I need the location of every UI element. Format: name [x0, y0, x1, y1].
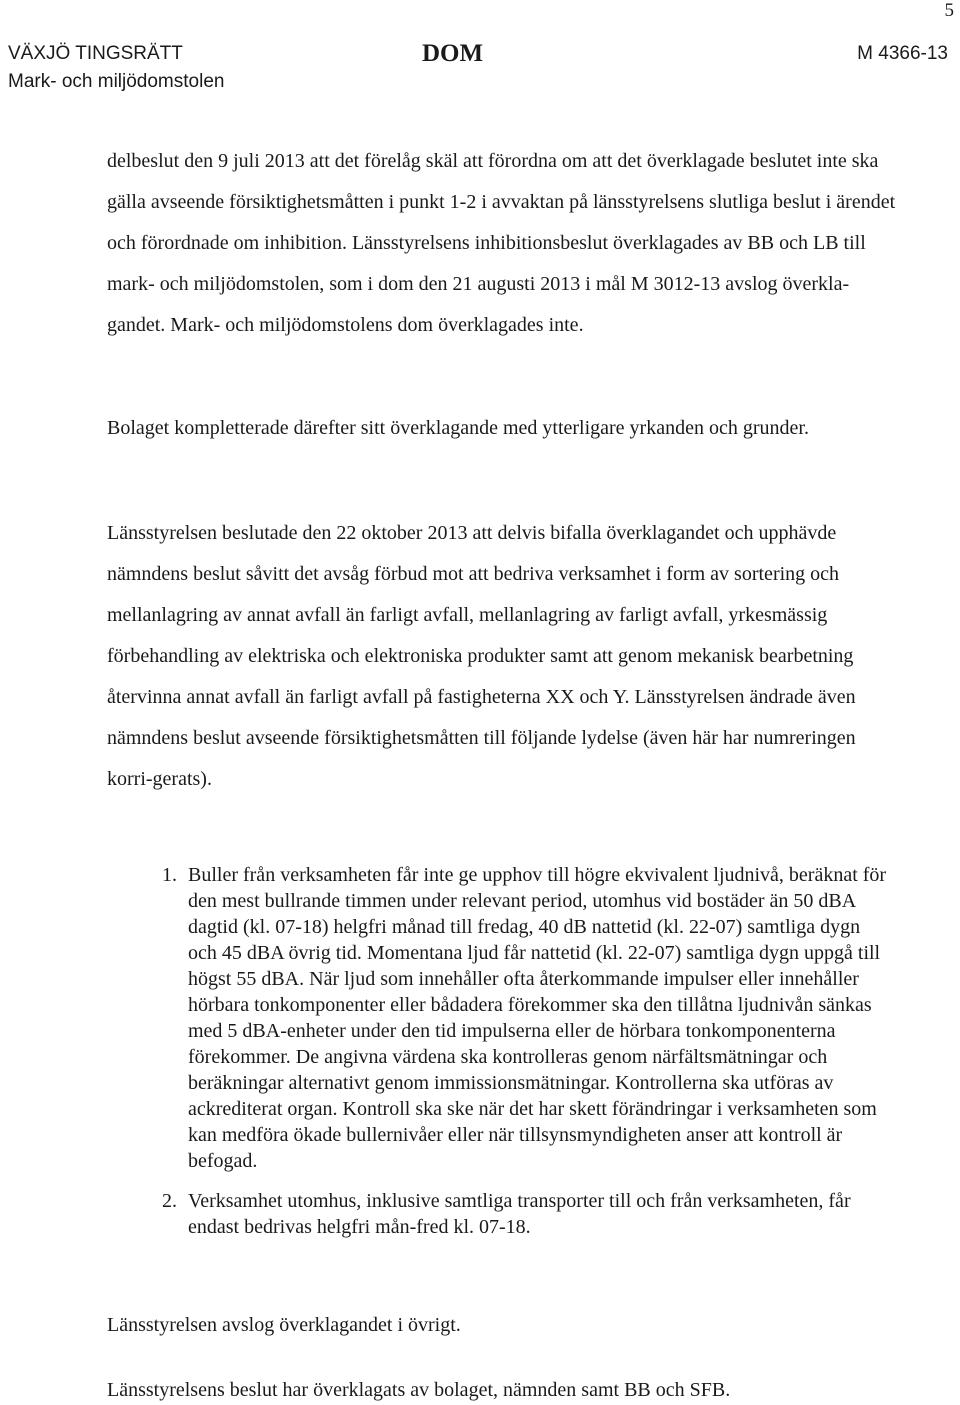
document-type: DOM: [422, 40, 484, 67]
list-item: [162, 1188, 892, 1240]
court-name: VÄXJÖ TINGSRÄTT: [8, 43, 183, 64]
list-item-text: Buller från verksamheten får inte ge upphov till högre ekvivalent ljudnivå, beräknat för den mest bullrande timmen under relevant period, utomhus vid bostäder än 50 dBA dagtid (kl. 07-18) helgfri månad till fredag, 40 dB nattetid (kl. 22-07) samtliga dygn och 45 dBA övrig tid. Momentana ljud får nattetid (kl. 22-07) samtliga dygn uppgå till högst 55 dBA. När ljud som innehåller ofta återkommande impulser eller innehåller hörbara tonkomponenter eller bådadera förekommer ska den tillåtna ljudnivån sänkas med 5 dBA-enheter under den tid impulserna eller de hörbara tonkomponenterna förekommer. De angivna värdena ska kontrolleras genom närfältsmätningar och beräkningar alternativt genom immissionsmätningar. Kontrollerna ska utföras av ackrediterat organ. Kontroll ska ske när det har skett förändringar i verksamheten som kan medföra ökade bullernivåer eller när tillsynsmyndigheten anser att kontroll är befogad.: [188, 864, 887, 1172]
precaution-list: [162, 862, 892, 1240]
paragraph-county-decision: Länsstyrelsen beslutade den 22 oktober 2013 att delvis bifalla överklagandet och upphävde nämndens beslut såvitt det avsåg förbud mot att bedriva verksamhet i form av sortering och mellanlagring av annat avfall än farligt avfall, mellanlagring av farligt avfall, yrkesmässig förbehandling av elektriska och elektroniska produkter samt att genom mekanisk bearbetning återvinna annat avfall än farligt avfall på fastigheterna XX och Y. Länsstyrelsen ändrade även nämndens beslut avseende försiktighetsmåtten till följande lydelse (även här har numreringen korri-gerats).: [107, 522, 856, 790]
paragraph-inhibition: delbeslut den 9 juli 2013 att det förelåg skäl att förordna om att det överklagade beslutet inte ska gälla avseende försiktighetsmåtten i punkt 1-2 i avvaktan på länsstyrelsens slutliga beslut i ärendet och förordnade om inhibition. Länsstyrelsens inhibitionsbeslut överklagades av BB och LB till mark- och miljödomstolen, som i dom den 21 augusti 2013 i mål M 3012-13 avslog överkla-gandet. Mark- och miljödomstolens dom överklagades inte.: [107, 150, 896, 336]
list-item-number: 1.: [162, 864, 177, 886]
page-number: 5: [944, 0, 954, 21]
court-department: Mark- och miljödomstolen: [8, 71, 225, 92]
paragraph-rejection: Länsstyrelsen avslog överklagandet i övrigt.: [107, 1314, 461, 1336]
paragraph-supplement: Bolaget kompletterade därefter sitt överklagande med ytterligare yrkanden och grunder.: [107, 417, 809, 439]
paragraph-appeal: Länsstyrelsens beslut har överklagats av bolaget, nämnden samt BB och SFB.: [107, 1379, 731, 1401]
document-header: [8, 40, 948, 100]
list-item-text: Verksamhet utomhus, inklusive samtliga transporter till och från verksamheten, får endast bedrivas helgfri mån-fred kl. 07-18.: [188, 1190, 851, 1238]
list-item: [162, 862, 892, 1174]
case-number: M 4366-13: [857, 43, 948, 64]
list-item-number: 2.: [162, 1190, 177, 1212]
